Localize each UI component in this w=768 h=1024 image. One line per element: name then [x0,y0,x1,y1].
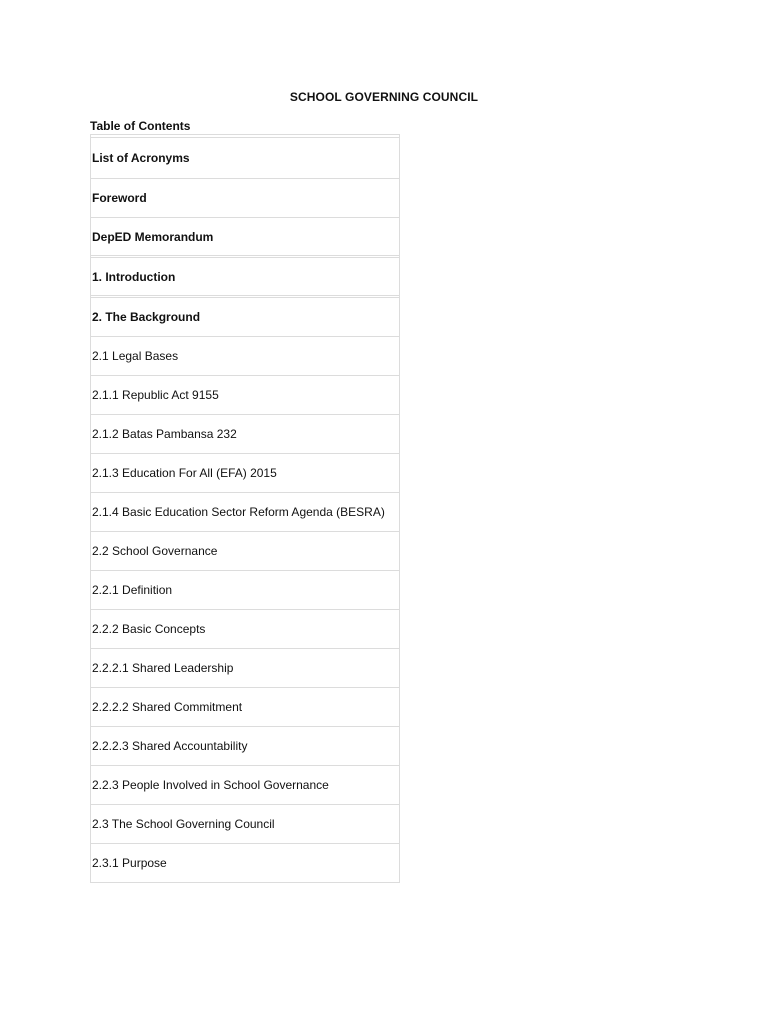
toc-row-school-governing-council: 2.3 The School Governing Council [91,805,399,844]
toc-row-introduction: 1. Introduction [91,258,399,298]
toc-row-basic-concepts: 2.2.2 Basic Concepts [91,610,399,649]
toc-row-definition: 2.2.1 Definition [91,571,399,610]
toc-row-shared-accountability: 2.2.2.3 Shared Accountability [91,727,399,766]
toc-row-education-for-all: 2.1.3 Education For All (EFA) 2015 [91,454,399,493]
toc-row-shared-commitment: 2.2.2.2 Shared Commitment [91,688,399,727]
toc-row-besra: 2.1.4 Basic Education Sector Reform Agenda (BESRA) [91,493,399,532]
toc-row-people-involved: 2.2.3 People Involved in School Governance [91,766,399,805]
toc-row-foreword: Foreword [91,179,399,218]
toc-row-batas-pambansa-232: 2.1.2 Batas Pambansa 232 [91,415,399,454]
toc-row-shared-leadership: 2.2.2.1 Shared Leadership [91,649,399,688]
toc-row-republic-act-9155: 2.1.1 Republic Act 9155 [91,376,399,415]
toc-row-deped-memorandum: DepED Memorandum [91,218,399,258]
toc-table [90,134,400,883]
toc-row-the-background: 2. The Background [91,298,399,337]
toc-row-purpose: 2.3.1 Purpose [91,844,399,883]
toc-row-school-governance: 2.2 School Governance [91,532,399,571]
toc-row-list-of-acronyms: List of Acronyms [91,137,399,179]
toc-row-legal-bases: 2.1 Legal Bases [91,337,399,376]
document-title: SCHOOL GOVERNING COUNCIL [289,90,479,104]
toc-heading: Table of Contents [90,119,191,133]
